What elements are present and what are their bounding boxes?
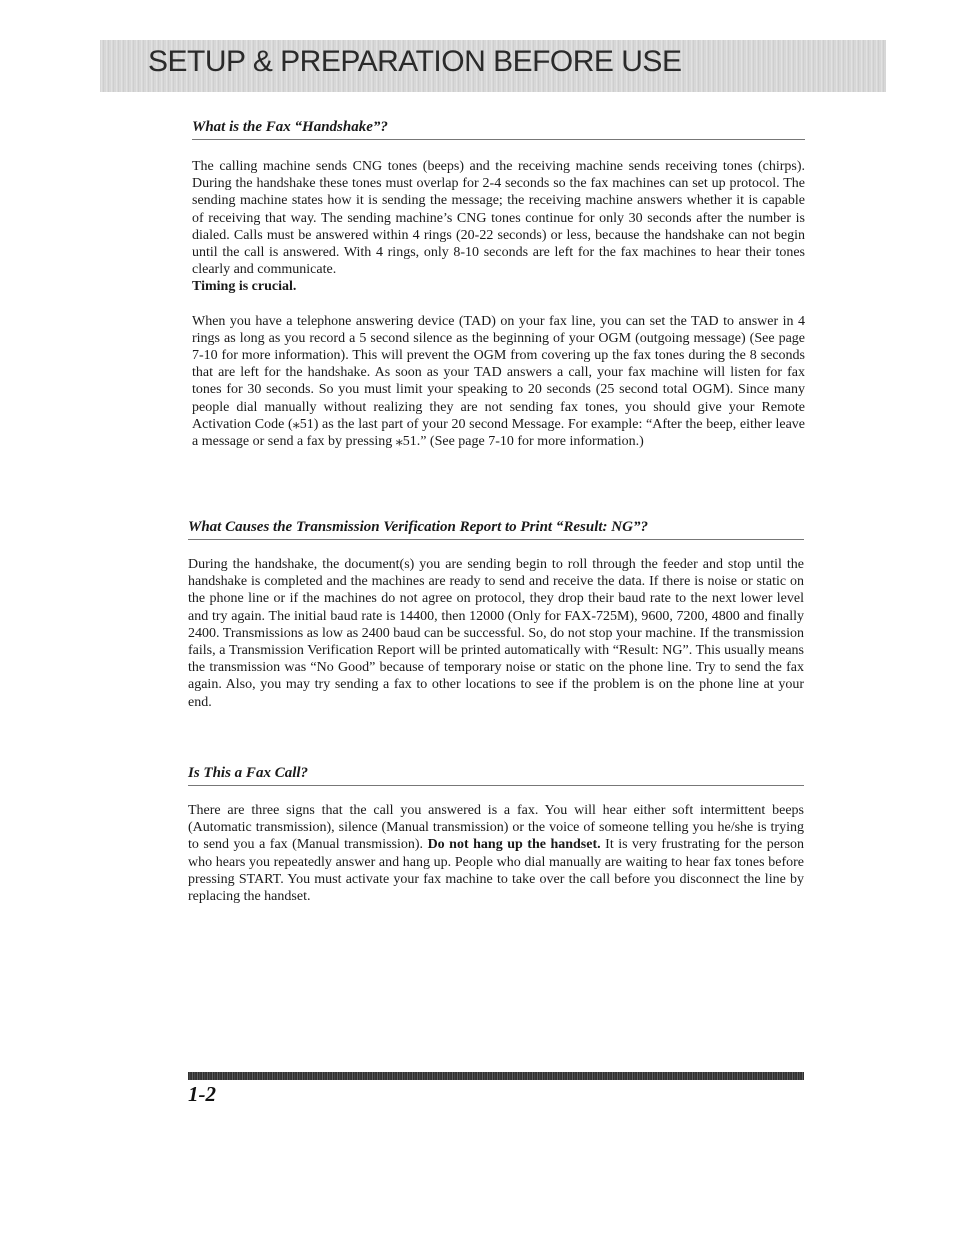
section-heading: What Causes the Transmission Verification Report to Print “Result: NG”? (188, 519, 804, 540)
section-heading: Is This a Fax Call? (188, 765, 804, 786)
section-fax-call (188, 765, 804, 905)
section-handshake (192, 119, 805, 450)
page-number: 1-2 (188, 1082, 216, 1106)
page-header-title: SETUP & PREPARATION BEFORE USE (148, 45, 682, 78)
paragraph (188, 802, 804, 905)
paragraph-text: There are three signs that the call you answered is a fax. You will hear either soft intermittent beeps (Automatic transmission), silence (Manual transmission) or the voice of someone telling you he/she is trying to send you a fax (Manual transmission). (188, 803, 804, 853)
paragraph-emphasis (192, 278, 805, 295)
section-heading: What is the Fax “Handshake”? (192, 119, 805, 140)
emphasis-text: Do not hang up the handset. (427, 837, 601, 853)
emphasis-text: Timing is crucial. (192, 279, 297, 295)
paragraph: The calling machine sends CNG tones (beeps) and the receiving machine sends receiving tones (chirps). During the handshake these tones must overlap for 2-4 seconds so the fax machines can set up protocol. The sending machine states how it is sending the message; the receiving machine answers whether it is capable of receiving that way. The sending machine’s CNG tones continue for only 30 seconds after the number is dialed. Calls must be answered within 4 rings (20-22 seconds) or less, because the handshake can not begin until the call is answered. With 4 rings, only 8-10 seconds are left for the fax machines to hear their tones clearly and communicate. (192, 159, 805, 278)
paragraph: When you have a telephone answering device (TAD) on your fax line, you can set the TAD to answer in 4 rings as long as you record a 5 second silence as the beginning of your OGM (outgoing message) (See page 7-10 for more information). This will prevent the OGM from covering up the fax tones during the 8 seconds that are left for the handshake. As soon as your TAD answers a call, your fax machine will listen for fax tones for 30 seconds. So you must limit your speaking to 20 seconds (25 second total OGM). Since many people dial manually without realizing they are not sending fax tones, you should give your Remote Activation Code (⁎51) as the last part of your 20 second Message. For example: “After the beep, either leave a message or send a fax by pressing ⁎51.” (See page 7-10 for more information.) (192, 313, 805, 450)
paragraph-text: It is very frustrating for the person who hears you repeatedly answer and hang up. People who dial manually are waiting to hear fax tones before pressing START. You must activate your fax machine to take over the call before you disconnect the line by replacing the handset. (188, 837, 805, 905)
paragraph: During the handshake, the document(s) you are sending begin to roll through the feeder and stop until the handshake is completed and the machines are ready to send and receive the data. If there is noise or static on the phone line or if the machines do not agree on protocol, they drop their baud rate to the next lower level and try again. The initial baud rate is 14400, then 12000 (Only for FAX-725M), 9600, 7200, 4800 and finally 2400. Transmissions as low as 2400 baud can be successful. So, do not stop your machine. If the transmission fails, a Transmission Verification Report will be printed automatically with “Result: NG”. This usually means the transmission was “No Good” because of temporary noise or static on the phone line. Try to send the fax again. Also, you may try sending a fax to other locations to see if the problem is on the phone line at your end. (188, 557, 804, 710)
footer-bar (188, 1072, 804, 1080)
section-transmission-report (188, 519, 804, 711)
